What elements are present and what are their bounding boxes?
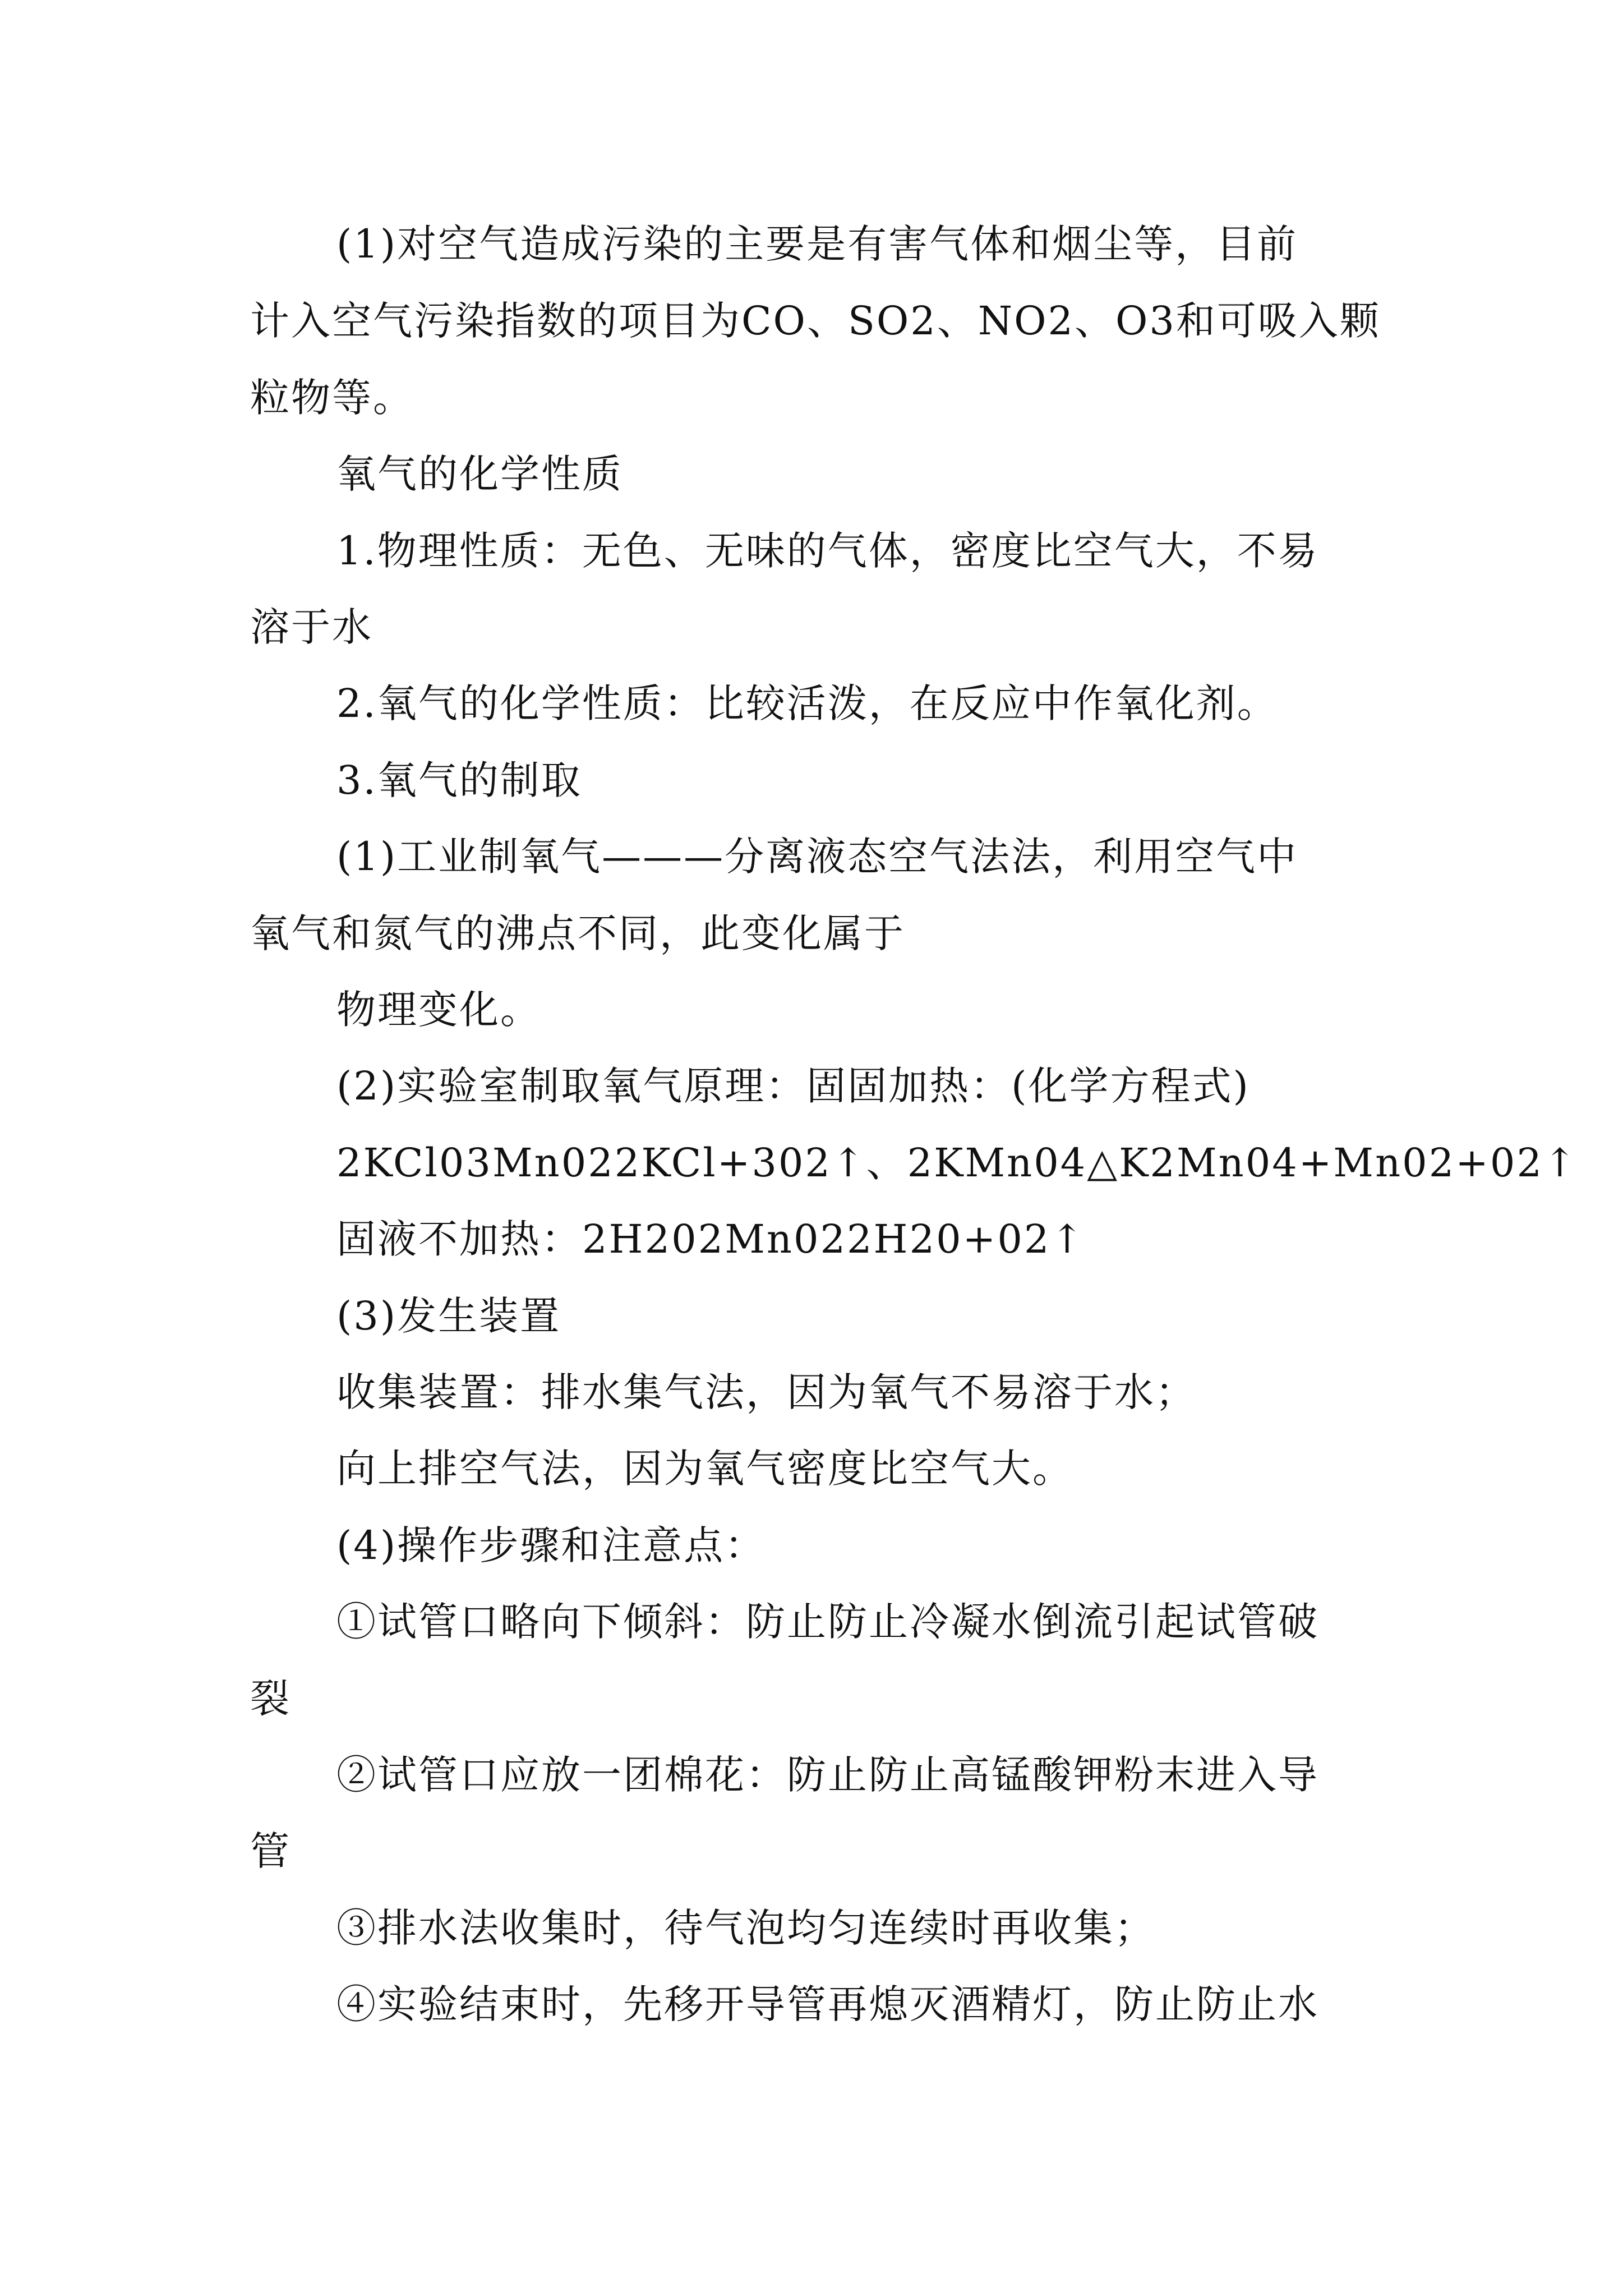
text-line-12: (2)实验室制取氧气原理：固固加热：(化学方程式) [336, 1063, 1250, 1109]
text-line-5: 1.物理性质：无色、无味的气体，密度比空气大，不易 [336, 528, 1319, 574]
text-line-8: 3.氧气的制取 [336, 757, 582, 803]
text-line-10: 氧气和氮气的沸点不同，此变化属于 [250, 910, 905, 956]
text-line-2: 计入空气污染指数的项目为CO、SO2、NO2、O3和可吸入颗 [250, 298, 1381, 344]
text-line-22: 管 [250, 1828, 291, 1874]
text-line-6: 溶于水 [250, 604, 373, 650]
text-line-15: (3)发生装置 [336, 1293, 561, 1339]
text-line-16: 收集装置：排水集气法，因为氧气不易溶于水； [336, 1369, 1196, 1415]
text-line-19: ①试管口略向下倾斜：防止防止冷凝水倒流引起试管破 [336, 1599, 1319, 1645]
text-line-20: 裂 [250, 1676, 291, 1722]
text-line-7: 2.氧气的化学性质：比较活泼，在反应中作氧化剂。 [336, 680, 1278, 726]
text-line-17: 向上排空气法，因为氧气密度比空气大。 [336, 1446, 1073, 1492]
text-line-9: (1)工业制氧气———分离液态空气法法，利用空气中 [336, 834, 1298, 880]
text-line-21: ②试管口应放一团棉花：防止防止高锰酸钾粉末进入导 [336, 1752, 1319, 1798]
text-line-24: ④实验结束时，先移开导管再熄灭酒精灯，防止防止水 [336, 1981, 1319, 2027]
text-line-18: (4)操作步骤和注意点： [336, 1522, 766, 1568]
section-heading: 氧气的化学性质 [336, 451, 623, 497]
equation-line-1: 2KCl03Mn022KCl+302↑、2KMn04△K2Mn04+Mn02+02↑ [336, 1140, 1578, 1186]
text-line-1: (1)对空气造成污染的主要是有害气体和烟尘等，目前 [336, 221, 1298, 267]
text-line-11: 物理变化。 [336, 987, 541, 1033]
text-line-23: ③排水法收集时，待气泡均匀连续时再收集； [336, 1905, 1155, 1951]
text-line-3: 粒物等。 [250, 375, 414, 421]
equation-line-2: 固液不加热：2H202Mn022H20+02↑ [336, 1216, 1086, 1262]
